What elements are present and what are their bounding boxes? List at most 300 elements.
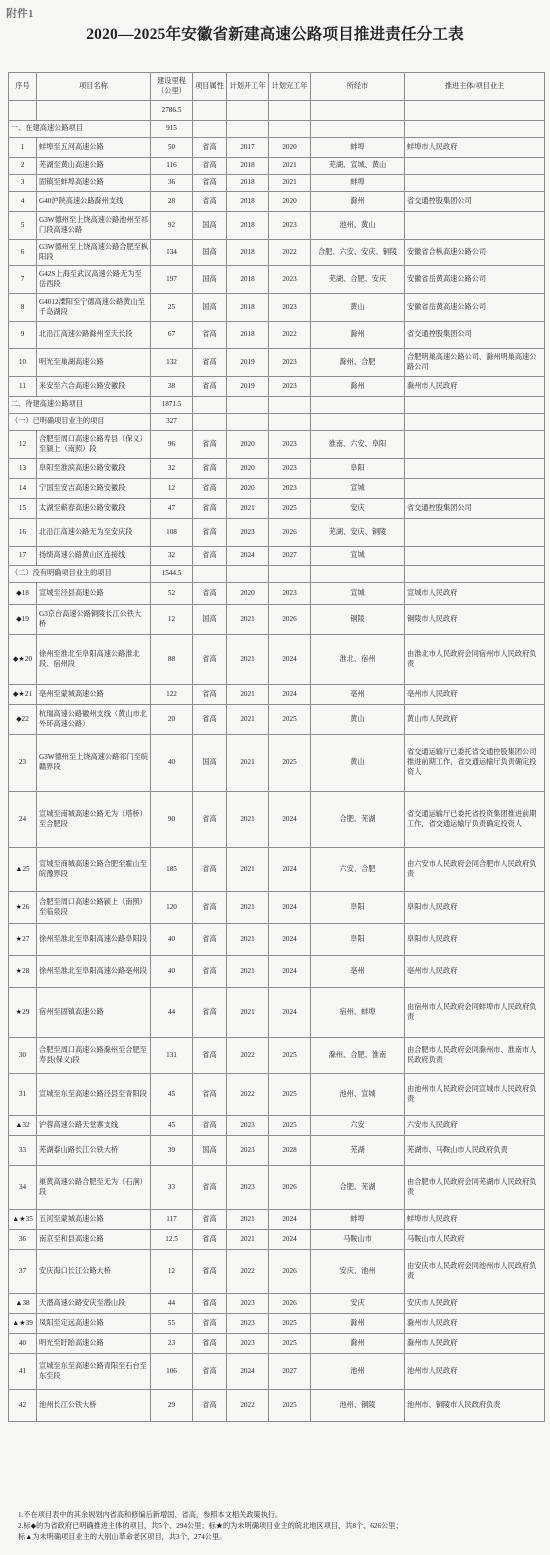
cell-owner: 由池州市人民政府会同宣城市人民政府负责 [405, 1074, 545, 1116]
table-row [9, 1038, 545, 1074]
cell-start: 2018 [227, 212, 269, 240]
cell-start: 2018 [227, 192, 269, 212]
cell-name: 徐州至淮北至阜阳高速公路淮北段、宿州段 [37, 635, 151, 685]
cell-city: 滁州、合肥、淮南 [311, 1038, 405, 1074]
cell-km: 44 [151, 1294, 193, 1314]
cell-km: 47 [151, 499, 193, 519]
cell-city: 六安 [311, 1116, 405, 1136]
cell-km: 33 [151, 1166, 193, 1210]
cell-end: 2026 [269, 605, 311, 635]
cell-name: 徐州至淮北至阜阳高速公路阜阳段 [37, 924, 151, 956]
cell-start: 2021 [227, 1210, 269, 1230]
cell-end: 2026 [269, 519, 311, 547]
cell-end: 2023 [269, 294, 311, 322]
cell-name: G3W德州至上饶高速公路池州至祁门段高速公路 [37, 212, 151, 240]
cell-city: 宿州、蚌埠 [311, 988, 405, 1038]
attachment-label: 附件1 [6, 8, 34, 20]
table-row [9, 499, 545, 519]
cell-attr: 省高 [193, 988, 227, 1038]
cell-name: G40沪陕高速公路滁州支线 [37, 192, 151, 212]
cell-owner [405, 212, 545, 240]
header-end: 计划完工年 [269, 73, 311, 101]
cell-empty [227, 101, 269, 121]
cell-city: 滁州 [311, 1334, 405, 1354]
cell-city: 黄山 [311, 735, 405, 792]
cell-end: 2024 [269, 635, 311, 685]
table-row [9, 1210, 545, 1230]
cell-name: 巢黄高速公路合肥至无为（石涧）段 [37, 1166, 151, 1210]
cell-start: 2021 [227, 635, 269, 685]
cell-name: 芜湖泰山路长江公铁大桥 [37, 1136, 151, 1166]
table-row [9, 519, 545, 547]
cell-name: 宁国至安吉高速公路安徽段 [37, 479, 151, 499]
cell-start: 2023 [227, 1314, 269, 1334]
table-row [9, 349, 545, 377]
cell-start: 2021 [227, 848, 269, 892]
cell-km: 120 [151, 892, 193, 924]
cell-km: 116 [151, 158, 193, 175]
cell-km: 44 [151, 988, 193, 1038]
cell-km: 28 [151, 192, 193, 212]
table-row [9, 1116, 545, 1136]
cell-owner: 池州市人民政府 [405, 1354, 545, 1390]
cell-no: 40 [9, 1334, 37, 1354]
section-row [9, 397, 545, 414]
cell-owner: 阜阳市人民政府 [405, 892, 545, 924]
cell-no: ★28 [9, 956, 37, 988]
section-name: （二）没有明确项目业主的项目 [9, 566, 151, 583]
cell-owner: 安徽省合枞高速公路公司 [405, 240, 545, 266]
cell-empty [227, 414, 269, 431]
cell-city: 芜湖、合肥、安庆 [311, 266, 405, 294]
cell-name: 宣城至商城高速公路合肥至霍山至皖豫界段 [37, 848, 151, 892]
cell-attr: 省高 [193, 924, 227, 956]
cell-no: ▲★35 [9, 1210, 37, 1230]
cell-empty [193, 101, 227, 121]
cell-name: 池州长江公铁大桥 [37, 1390, 151, 1422]
cell-name: 凤阳至定远高速公路 [37, 1314, 151, 1334]
cell-end: 2025 [269, 735, 311, 792]
table-row [9, 1294, 545, 1314]
cell-city: 马鞍山市 [311, 1230, 405, 1250]
cell-city: 黄山 [311, 294, 405, 322]
cell-empty [405, 101, 545, 121]
cell-end: 2025 [269, 1390, 311, 1422]
cell-owner: 铜陵市人民政府 [405, 605, 545, 635]
cell-no: 23 [9, 735, 37, 792]
cell-city: 蚌埠 [311, 1210, 405, 1230]
footnote-3: 标▲为未明确项目业主的大别山革命老区项目，共3个、274公里。 [18, 1533, 227, 1541]
table-row [9, 547, 545, 566]
cell-attr: 省高 [193, 1390, 227, 1422]
cell-city: 阜阳 [311, 459, 405, 479]
cell-end: 2023 [269, 459, 311, 479]
cell-attr: 省高 [193, 1210, 227, 1230]
cell-attr: 省高 [193, 1116, 227, 1136]
table-row [9, 735, 545, 792]
cell-name: 安庆海口长江公路大桥 [37, 1250, 151, 1294]
cell-end: 2025 [269, 1334, 311, 1354]
cell-km: 45 [151, 1074, 193, 1116]
header-km: 建设里程（公里） [151, 73, 193, 101]
section-km: 327 [151, 414, 193, 431]
table-row [9, 988, 545, 1038]
cell-attr: 省高 [193, 1354, 227, 1390]
cell-end: 2020 [269, 192, 311, 212]
cell-km: 106 [151, 1354, 193, 1390]
cell-city: 阜阳 [311, 892, 405, 924]
cell-no: 13 [9, 459, 37, 479]
cell-owner: 由合肥市人民政府会同滁州市、淮南市人民政府负责 [405, 1038, 545, 1074]
cell-end: 2025 [269, 705, 311, 735]
cell-attr: 省高 [193, 583, 227, 605]
cell-empty [311, 121, 405, 138]
cell-attr: 省高 [193, 792, 227, 848]
section-name: （一）已明确项目业主的项目 [9, 414, 151, 431]
cell-name: 沪蓉高速公路天堂寨支线 [37, 1116, 151, 1136]
cell-km: 117 [151, 1210, 193, 1230]
cell-name: 合肥至周口高速公路滁州至合肥至寿县(保义)段 [37, 1038, 151, 1074]
cell-attr: 省高 [193, 1166, 227, 1210]
cell-start: 2024 [227, 547, 269, 566]
cell-empty [193, 414, 227, 431]
cell-no: ◆19 [9, 605, 37, 635]
cell-owner: 黄山市人民政府 [405, 705, 545, 735]
cell-km: 12.5 [151, 1230, 193, 1250]
cell-no: ★26 [9, 892, 37, 924]
cell-attr: 国高 [193, 212, 227, 240]
cell-city: 滁州 [311, 377, 405, 397]
cell-empty [405, 397, 545, 414]
cell-empty [193, 121, 227, 138]
cell-km: 52 [151, 583, 193, 605]
cell-name: 南京至和县高速公路 [37, 1230, 151, 1250]
cell-end: 2023 [269, 349, 311, 377]
cell-no: 7 [9, 266, 37, 294]
cell-name: 明光至巢湖高速公路 [37, 349, 151, 377]
table-row [9, 212, 545, 240]
cell-owner: 由六安市人民政府会同合肥市人民政府负责 [405, 848, 545, 892]
cell-km: 185 [151, 848, 193, 892]
cell-no: 16 [9, 519, 37, 547]
cell-end: 2021 [269, 175, 311, 192]
cell-start: 2021 [227, 924, 269, 956]
cell-attr: 省高 [193, 1334, 227, 1354]
cell-no [9, 101, 37, 121]
cell-empty [193, 566, 227, 583]
cell-empty [193, 397, 227, 414]
cell-no: 17 [9, 547, 37, 566]
cell-city: 池州、黄山 [311, 212, 405, 240]
cell-no: 9 [9, 322, 37, 349]
table-row [9, 322, 545, 349]
cell-name: 宣城至泾县高速公路 [37, 583, 151, 605]
cell-end: 2025 [269, 1074, 311, 1116]
section-row [9, 121, 545, 138]
cell-end: 2026 [269, 1250, 311, 1294]
cell-km: 40 [151, 735, 193, 792]
cell-name: 明光至盱眙高速公路 [37, 1334, 151, 1354]
cell-end: 2023 [269, 583, 311, 605]
cell-no: ▲25 [9, 848, 37, 892]
section-km: 915 [151, 121, 193, 138]
cell-end: 2021 [269, 158, 311, 175]
cell-end: 2023 [269, 479, 311, 499]
cell-no: 8 [9, 294, 37, 322]
cell-name: G3W德州至上饶高速公路合肥至枞阳段 [37, 240, 151, 266]
cell-start: 2020 [227, 459, 269, 479]
cell-attr: 国高 [193, 1136, 227, 1166]
cell-no: 2 [9, 158, 37, 175]
cell-name: 北沿江高速公路无为至安庆段 [37, 519, 151, 547]
cell-city: 宣城 [311, 479, 405, 499]
cell-end: 2026 [269, 1166, 311, 1210]
cell-city: 池州、宣城 [311, 1074, 405, 1116]
cell-km: 88 [151, 635, 193, 685]
cell-name: 来安至六合高速公路安徽段 [37, 377, 151, 397]
cell-start: 2021 [227, 685, 269, 705]
cell-empty [405, 566, 545, 583]
cell-no: 24 [9, 792, 37, 848]
cell-end: 2024 [269, 685, 311, 705]
cell-start: 2023 [227, 1116, 269, 1136]
header-no: 序号 [9, 73, 37, 101]
section-km: 1544.5 [151, 566, 193, 583]
cell-end: 2024 [269, 848, 311, 892]
cell-attr: 省高 [193, 1314, 227, 1334]
cell-owner [405, 519, 545, 547]
table-row [9, 192, 545, 212]
cell-owner: 阜阳市人民政府 [405, 924, 545, 956]
cell-end: 2024 [269, 1230, 311, 1250]
cell-km: 29 [151, 1390, 193, 1422]
cell-attr: 国高 [193, 294, 227, 322]
table-row [9, 892, 545, 924]
cell-empty [311, 397, 405, 414]
cell-km: 96 [151, 431, 193, 459]
cell-owner: 马鞍山市人民政府 [405, 1230, 545, 1250]
cell-start: 2021 [227, 705, 269, 735]
cell-end: 2020 [269, 138, 311, 158]
cell-end: 2023 [269, 266, 311, 294]
cell-km: 20 [151, 705, 193, 735]
cell-name: 宣城至南城高速公路无为（塔桥）至合肥段 [37, 792, 151, 848]
cell-attr: 国高 [193, 240, 227, 266]
header-start: 计划开工年 [227, 73, 269, 101]
cell-no: ★29 [9, 988, 37, 1038]
cell-owner [405, 479, 545, 499]
cell-start: 2022 [227, 1038, 269, 1074]
cell-km: 25 [151, 294, 193, 322]
cell-end: 2025 [269, 1116, 311, 1136]
cell-name: 太湖至蕲春高速公路安徽段 [37, 499, 151, 519]
cell-no: ★27 [9, 924, 37, 956]
section-row [9, 566, 545, 583]
cell-km: 134 [151, 240, 193, 266]
cell-start: 2022 [227, 1250, 269, 1294]
cell-city: 亳州 [311, 956, 405, 988]
cell-attr: 省高 [193, 1294, 227, 1314]
cell-km: 90 [151, 792, 193, 848]
cell-attr: 省高 [193, 349, 227, 377]
cell-km: 23 [151, 1334, 193, 1354]
cell-no: 11 [9, 377, 37, 397]
cell-city: 宣城 [311, 583, 405, 605]
cell-attr: 省高 [193, 848, 227, 892]
cell-km: 39 [151, 1136, 193, 1166]
section-km: 1871.5 [151, 397, 193, 414]
cell-start: 2018 [227, 294, 269, 322]
cell-attr: 省高 [193, 158, 227, 175]
cell-name: 固镇至蚌埠高速公路 [37, 175, 151, 192]
cell-start: 2018 [227, 175, 269, 192]
cell-empty [269, 566, 311, 583]
cell-km: 12 [151, 479, 193, 499]
cell-name: 蚌埠至五河高速公路 [37, 138, 151, 158]
cell-km: 40 [151, 924, 193, 956]
cell-km: 197 [151, 266, 193, 294]
cell-city: 芜湖、安庆、铜陵 [311, 519, 405, 547]
cell-km: 36 [151, 175, 193, 192]
cell-km: 32 [151, 547, 193, 566]
cell-city: 安庆 [311, 499, 405, 519]
cell-end: 2023 [269, 377, 311, 397]
cell-attr: 省高 [193, 1074, 227, 1116]
cell-owner: 安庆市人民政府 [405, 1294, 545, 1314]
cell-no: ◆22 [9, 705, 37, 735]
cell-owner: 六安市人民政府 [405, 1116, 545, 1136]
cell-start: 2018 [227, 158, 269, 175]
cell-empty [311, 101, 405, 121]
table-row [9, 605, 545, 635]
cell-city: 滁州 [311, 1314, 405, 1334]
cell-city: 蚌埠 [311, 138, 405, 158]
section-name: 一、在建高速公路项目 [9, 121, 151, 138]
header-owner: 推进主体/项目业主 [405, 73, 545, 101]
footnote-2: 2.标◆的为省政府已明确推进主体的项目，共5个、294公里；标★的为未明确项目业主的皖北地区项目，共8个、626公里； [18, 1522, 403, 1530]
cell-start: 2023 [227, 1166, 269, 1210]
table-row [9, 240, 545, 266]
cell-owner: 省交通运输厅已委托省投资集团推进前期工作，省交通运输厅负责确定投资人 [405, 792, 545, 848]
cell-start: 2022 [227, 1390, 269, 1422]
cell-city: 滁州 [311, 192, 405, 212]
cell-no: 41 [9, 1354, 37, 1390]
cell-name: 扬绩高速公路黄山区连接线 [37, 547, 151, 566]
cell-city: 滁州、合肥 [311, 349, 405, 377]
cell-start: 2021 [227, 988, 269, 1038]
table-row [9, 635, 545, 685]
cell-owner: 蚌埠市人民政府 [405, 1210, 545, 1230]
cell-owner: 蚌埠市人民政府 [405, 138, 545, 158]
cell-name: 五河至蒙城高速公路 [37, 1210, 151, 1230]
table-row [9, 792, 545, 848]
cell-owner: 省交通运输厅已委托省交通控股集团公司推进前期工作，省交通运输厅负责确定投资人 [405, 735, 545, 792]
table-row [9, 266, 545, 294]
cell-name: 宿州至固镇高速公路 [37, 988, 151, 1038]
cell-start: 2021 [227, 735, 269, 792]
cell-empty [311, 566, 405, 583]
cell-end: 2028 [269, 1136, 311, 1166]
table-row [9, 479, 545, 499]
page-title: 2020—2025年安徽省新建高速公路项目推进责任分工表 [86, 26, 464, 43]
footnotes [18, 1510, 538, 1543]
cell-owner [405, 431, 545, 459]
cell-end: 2024 [269, 892, 311, 924]
cell-km: 55 [151, 1314, 193, 1334]
cell-start: 2020 [227, 431, 269, 459]
cell-empty [227, 566, 269, 583]
cell-name: G42S上海至武汉高速公路无为至岳西段 [37, 266, 151, 294]
cell-owner: 亳州市人民政府 [405, 685, 545, 705]
cell-start: 2020 [227, 479, 269, 499]
cell-city: 黄山 [311, 705, 405, 735]
cell-end: 2025 [269, 1314, 311, 1334]
table-row [9, 1354, 545, 1390]
total-km: 2786.5 [151, 101, 193, 121]
cell-city: 合肥、芜湖 [311, 1166, 405, 1210]
cell-end: 2025 [269, 499, 311, 519]
cell-owner: 宣城市人民政府 [405, 583, 545, 605]
cell-attr: 省高 [193, 685, 227, 705]
cell-end: 2024 [269, 988, 311, 1038]
table-row [9, 1314, 545, 1334]
cell-end: 2027 [269, 547, 311, 566]
cell-attr: 省高 [193, 892, 227, 924]
cell-end: 2026 [269, 1294, 311, 1314]
cell-no: 12 [9, 431, 37, 459]
cell-city: 阜阳 [311, 924, 405, 956]
cell-km: 12 [151, 1250, 193, 1294]
total-row [9, 101, 545, 121]
table-row [9, 685, 545, 705]
cell-attr: 省高 [193, 956, 227, 988]
cell-start: 2021 [227, 892, 269, 924]
cell-end: 2023 [269, 431, 311, 459]
cell-city: 淮南、六安、阜阳 [311, 431, 405, 459]
cell-km: 108 [151, 519, 193, 547]
cell-owner [405, 175, 545, 192]
cell-km: 40 [151, 956, 193, 988]
cell-city: 滁州 [311, 322, 405, 349]
cell-name: 合肥至周口高速公路寿县（保义）至颍上（南照）段 [37, 431, 151, 459]
cell-empty [311, 414, 405, 431]
section-row [9, 414, 545, 431]
header-attr: 项目属性 [193, 73, 227, 101]
cell-city: 合肥、六安、安庆、铜陵 [311, 240, 405, 266]
cell-owner: 由安庆市人民政府会同池州市人民政府负责 [405, 1250, 545, 1294]
cell-city: 六安、合肥 [311, 848, 405, 892]
cell-attr: 省高 [193, 499, 227, 519]
cell-start: 2022 [227, 1074, 269, 1116]
cell-owner: 由淮北市人民政府会同宿州市人民政府负责 [405, 635, 545, 685]
cell-start: 2021 [227, 792, 269, 848]
cell-start: 2017 [227, 138, 269, 158]
cell-start: 2023 [227, 519, 269, 547]
cell-no: 34 [9, 1166, 37, 1210]
cell-no: 33 [9, 1136, 37, 1166]
cell-empty [269, 397, 311, 414]
table-row [9, 459, 545, 479]
cell-start: 2019 [227, 377, 269, 397]
cell-name: 合肥至周口高速公路颍上（南照）至临泉段 [37, 892, 151, 924]
cell-attr: 省高 [193, 519, 227, 547]
header-city: 所经市 [311, 73, 405, 101]
cell-km: 12 [151, 605, 193, 635]
cell-owner: 由合肥市人民政府会同芜湖市人民政府负责 [405, 1166, 545, 1210]
cell-km: 32 [151, 459, 193, 479]
cell-end: 2027 [269, 1354, 311, 1390]
cell-owner [405, 158, 545, 175]
